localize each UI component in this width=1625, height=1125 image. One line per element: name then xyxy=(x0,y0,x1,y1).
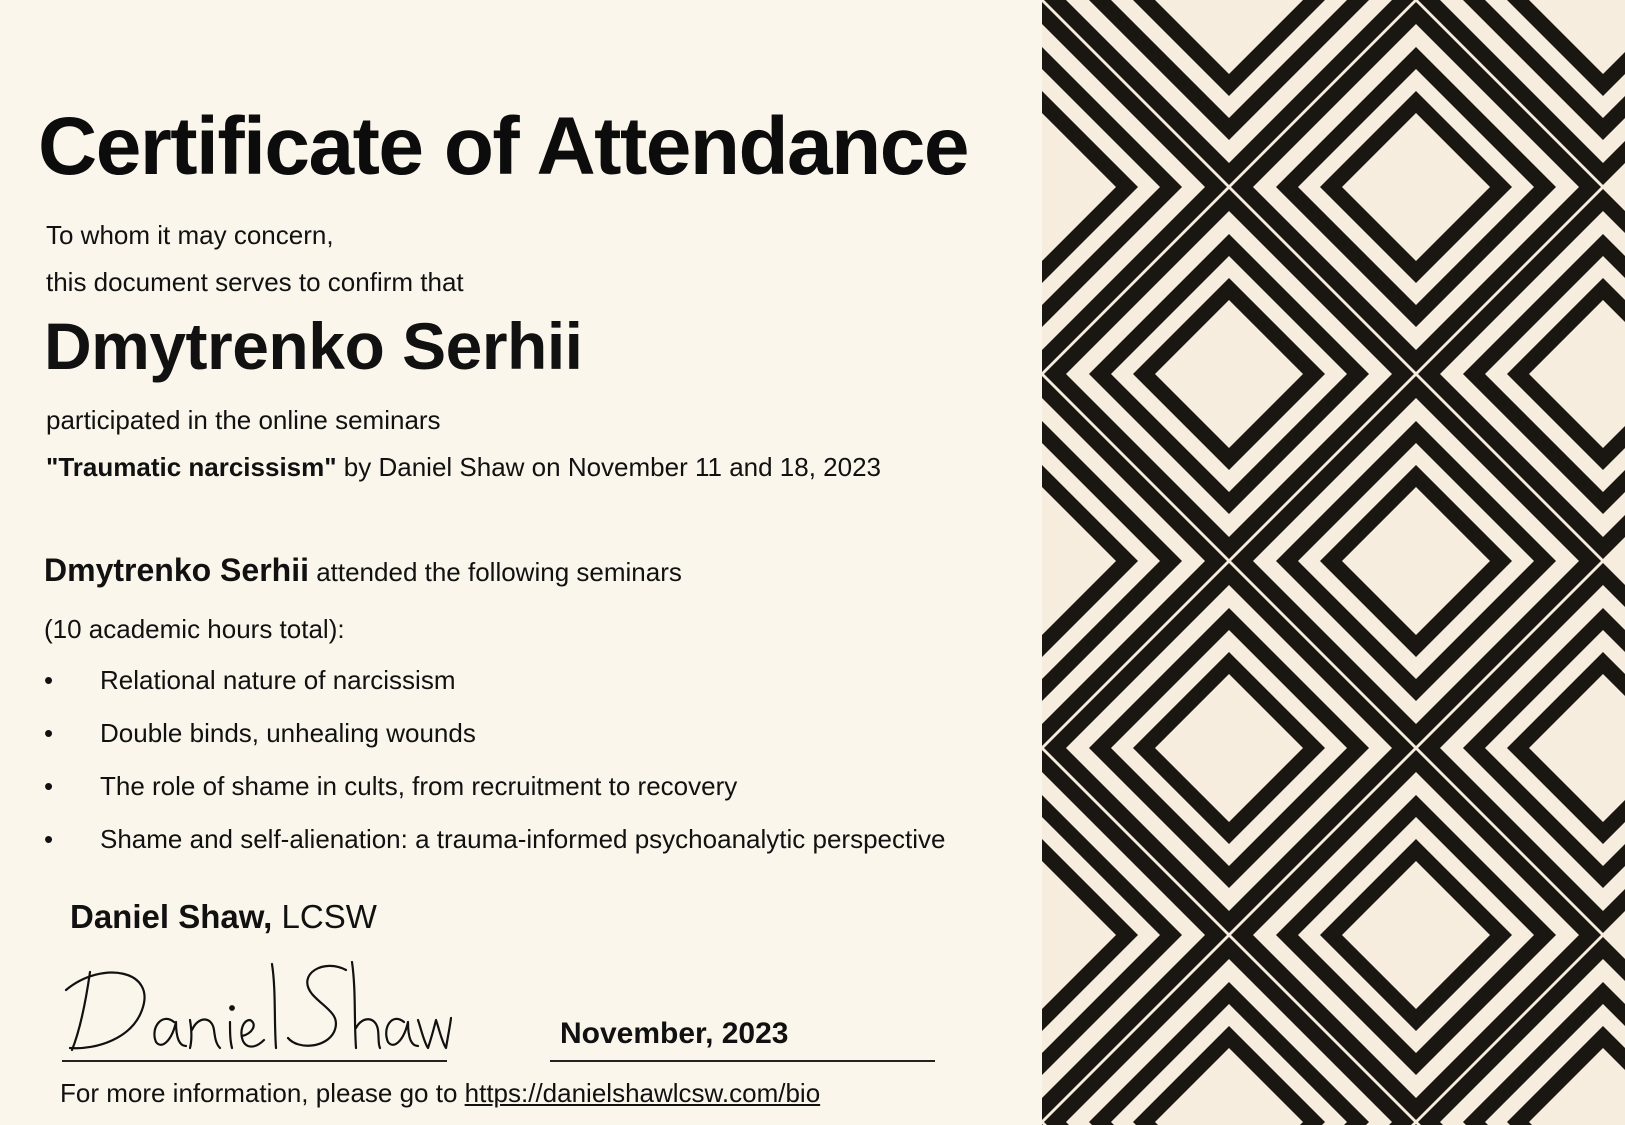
bullet-icon: • xyxy=(44,771,54,801)
signature-image xyxy=(62,950,452,1060)
attended-line xyxy=(44,552,682,589)
bullet-icon: • xyxy=(44,824,54,854)
certificate-title: Certificate of Attendance xyxy=(38,101,968,192)
bullet-icon: • xyxy=(44,665,54,695)
seminar-details: by Daniel Shaw on November 11 and 18, 2023 xyxy=(336,452,882,482)
bio-link[interactable]: https://danielshawlcsw.com/bio xyxy=(464,1078,821,1108)
recipient-name-inline: Dmytrenko Serhii xyxy=(44,552,309,588)
greeting-line: To whom it may concern, xyxy=(46,220,334,250)
confirm-line: this document serves to confirm that xyxy=(46,267,464,297)
decorative-diamond-pattern xyxy=(1042,0,1625,1125)
seminar-title: "Traumatic narcissism" xyxy=(46,452,337,482)
date-rule xyxy=(550,1060,935,1062)
footer-info: For more information, please go to https://danielshawlcsw.com/bio xyxy=(60,1078,821,1108)
seminar-line xyxy=(46,452,881,483)
certificate-date: November, 2023 xyxy=(560,1017,789,1050)
hours-line: (10 academic hours total): xyxy=(44,614,345,644)
certificate-body: Certificate of Attendance To whom it may concern, this document serves to confirm that Dmytrenko Serhii participated in the online seminars "Traumatic narcissism" by Daniel Shaw on November 11 and 18, 2023 Dmytrenko Serhii attended the following seminars (10 academic hours total): • Relational nature of narcissism • Double binds, unhealing wounds • The role of shame in cults, from recruitment to recovery • Shame and self-alienation: a trauma-informed psychoanalytic perspective Daniel Shaw, LCSW November, 2023 For more information, please go to https://danielshawlcsw.com/bio xyxy=(38,101,968,1108)
signer-name: Daniel Shaw, LCSW xyxy=(70,898,377,935)
signature-rule xyxy=(62,1060,447,1062)
participated-line: participated in the online seminars xyxy=(46,405,441,435)
bullet-icon: • xyxy=(44,718,54,748)
recipient-name: Dmytrenko Serhii xyxy=(44,309,583,383)
attended-text: attended the following seminars xyxy=(308,557,682,587)
